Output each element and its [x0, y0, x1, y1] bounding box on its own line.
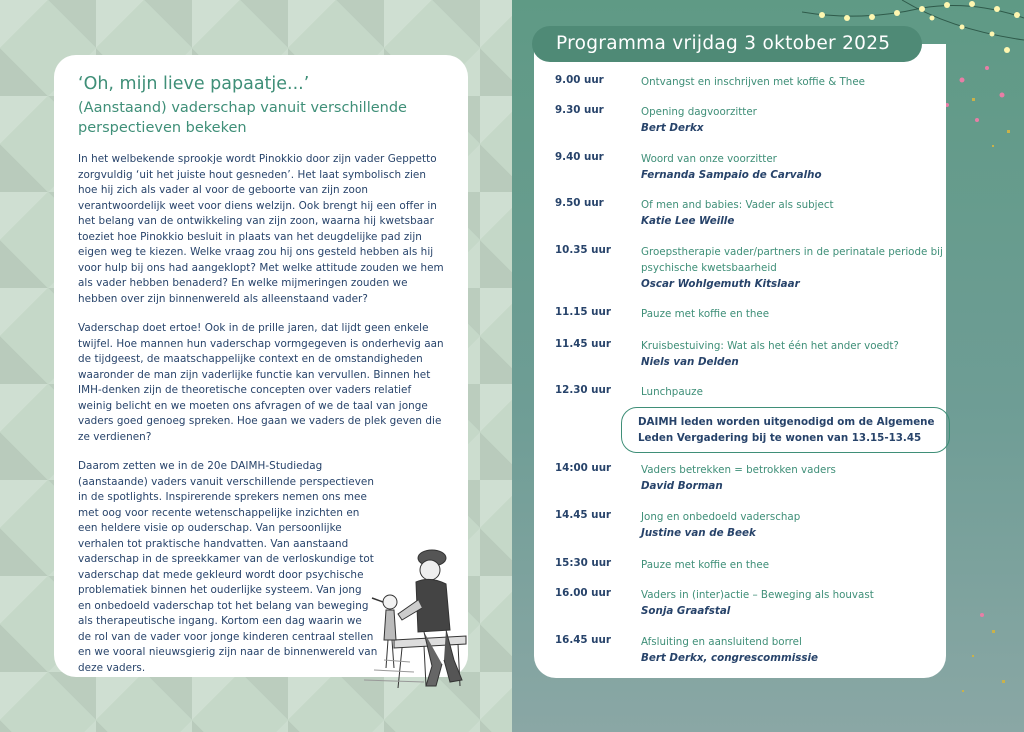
program-title: Vaders in (inter)actie – Beweging als houvast	[641, 589, 874, 601]
program-title: Groepstherapie vader/partners in de perinatale periode bij psychische kwetsbaarheid	[641, 246, 943, 274]
program-time: 16.45 uur	[555, 634, 611, 646]
article-paragraph-2: Vaderschap doet ertoe! Ook in de prille jaren, dat lijdt geen enkele twijfel. Hoe mannen hun vaderschap vormgegeven is onderhevig aan de tijdgeest, de maatschappelijke context en de omstandigheden waaronder de man zijn vaderlijke functie kan vervullen. Binnen het IMH-denken zijn de theoretische concepten over vaders relatief weinig belicht en we moeten ons afvragen of we de taal van jonge vaders goed genoeg spreken. Hoe gaan we vaders de plek geven die ze verdienen?	[78, 322, 444, 443]
geppetto-illustration-icon	[354, 540, 472, 690]
program-title: Kruisbestuiving: Wat als het één het ander voedt?	[641, 340, 899, 352]
program-title: Afsluiting en aansluitend borrel	[641, 636, 802, 648]
program-time: 11.15 uur	[555, 306, 611, 318]
program-title: Pauze met koffie en thee	[641, 308, 770, 320]
article-paragraph-1: In het welbekende sprookje wordt Pinokkio door zijn vader Geppetto zorgvuldig ‘uit het juiste hout gesneden’. Het laat symbolisch zien hoe hij zich als vader al voor de geboorte van zijn zoon verantwoordelijk weet voor diens welzijn. Ook brengt hij een offer in het belang van de ontwikkeling van zijn zoon, waarna hij kwetsbaar toeziet hoe Pinokkio besluit in plaats van het deugdelijke pad zijn eigen weg te kiezen. Welke vraag zou hij ons gesteld hebben als hij voor hulp bij ons had aangeklopt? Met welke attitude zouden we hem als vader hebben benaderd? En welke mijmeringen zouden we hebben over zijn binnenwereld als alleenstaand vader?	[78, 153, 444, 305]
program-time: 10.35 uur	[555, 244, 611, 256]
article-card	[54, 55, 468, 677]
program-title: Ontvangst en inschrijven met koffie & Thee	[641, 76, 865, 88]
program-title: Opening dagvoorzitter	[641, 106, 757, 118]
program-title: Of men and babies: Vader als subject	[641, 199, 834, 211]
program-title: Jong en onbedoeld vaderschap	[641, 511, 801, 523]
program-speaker: Sonja Graafstal	[641, 605, 731, 617]
program-title: Pauze met koffie en thee	[641, 559, 770, 571]
program-time: 14.45 uur	[555, 509, 611, 521]
program-speaker: Bert Derkx, congrescommissie	[641, 652, 819, 664]
program-time: 9.40 uur	[555, 151, 604, 163]
article-subtitle: (Aanstaand) vaderschap vanuit verschillende perspectieven bekeken	[78, 100, 407, 136]
program-header: Programma vrijdag 3 oktober 2025	[532, 26, 922, 62]
program-time: 9.30 uur	[555, 104, 604, 116]
program-speaker: Niels van Delden	[641, 356, 739, 368]
program-time: 9.50 uur	[555, 197, 604, 209]
article-paragraph-3: Daarom zetten we in de 20e DAIMH-Studiedag (aanstaande) vaders vanuit verschillende perspectieven in de spotlights. Inspirerende sprekers nemen ons mee met oog voor recente wetenschappelijke inzichten en een heldere visie op ouderschap. Van persoonlijke verhalen tot praktische handvatten. Van aanstaand vaderschap in de spreekkamer van de verloskundige tot vaderschap dat mede gekleurd wordt door psychische problematiek binnen het ouderlijke systeem. Van jong en onbedoeld vaderschap tot het belang van beweging als therapeutische ingang. Kortom een dag waarin we de rol van de vader voor jonge kinderen centraal stellen en we vooral nieuwsgierig zijn naar de binnenwereld van deze vaders.	[78, 460, 378, 674]
program-list	[512, 0, 1024, 732]
program-time: 9.00 uur	[555, 74, 604, 86]
program-time: 16.00 uur	[555, 587, 611, 599]
program-time: 12.30 uur	[555, 384, 611, 396]
program-time: 14:00 uur	[555, 462, 612, 474]
program-speaker: Oscar Wohlgemuth Kitslaar	[641, 278, 800, 290]
members-meeting-notice: DAIMH leden worden uitgenodigd om de Algemene Leden Vergadering bij te wonen van 13.15-13.45	[621, 407, 950, 453]
program-title: Lunchpauze	[641, 386, 703, 398]
program-speaker: Fernanda Sampaio de Carvalho	[641, 169, 822, 181]
program-speaker: Justine van de Beek	[641, 527, 756, 539]
article-title: ‘Oh, mijn lieve papaatje...’	[78, 74, 310, 94]
program-speaker: Katie Lee Weille	[641, 215, 735, 227]
program-time: 15:30 uur	[555, 557, 612, 569]
program-speaker: Bert Derkx	[641, 122, 704, 134]
program-time: 11.45 uur	[555, 338, 611, 350]
program-title: Woord van onze voorzitter	[641, 153, 777, 165]
program-speaker: David Borman	[641, 480, 723, 492]
program-title: Vaders betrekken = betrokken vaders	[641, 464, 836, 476]
